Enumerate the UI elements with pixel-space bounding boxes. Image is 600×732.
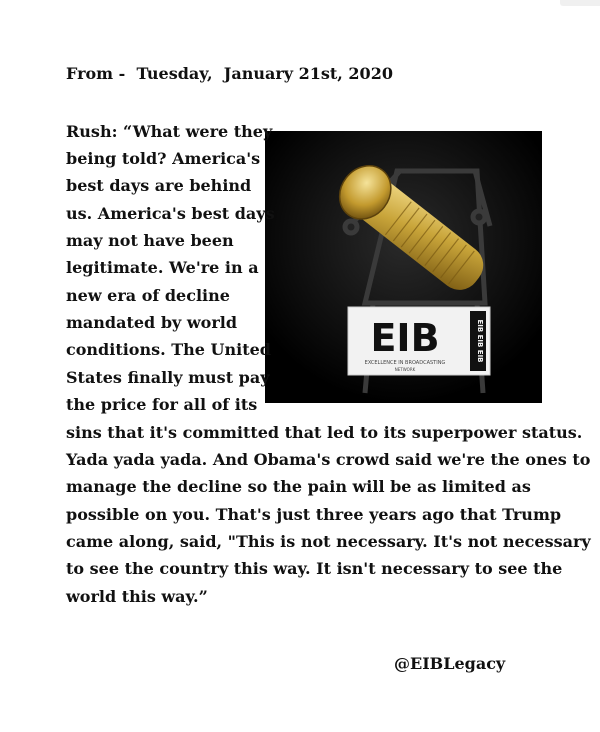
quote-line: Rush: “What were they [66,122,273,141]
quote-line: sins that it's committed that led to its superpower status. [66,423,583,442]
quote-line: legitimate. We're in a [66,258,259,277]
quote-line: us. America's best days [66,204,275,223]
quote-line: new era of decline [66,286,230,305]
quote-line: mandated by world [66,313,238,332]
corner-tab [560,0,600,6]
quote-line: possible on you. That's just three years ago that Trump [66,505,562,524]
quote-line: being told? America's [66,149,261,168]
quote-line: Yada yada yada. And Obama's crowd said we're the ones to [66,450,591,469]
quote-line: may not have been [66,231,234,250]
quote-line: manage the decline so the pain will be as limited as [66,477,531,496]
eib-logo-text: EIB [370,316,440,360]
date-line: From - Tuesday, January 21st, 2020 [66,64,393,83]
quote-line: the price for all of its [66,395,258,414]
quote-line: world this way.” [66,587,208,606]
eib-caption-network: NETWORK [394,367,416,372]
eib-side-text: EIB EIB EIB [476,319,484,363]
quote-line: came along, said, "This is not necessary. It's not necessary [66,532,591,551]
eib-microphone-photo [265,131,542,403]
eib-legacy-handle: @EIBLegacy [394,654,506,673]
eib-caption: EXCELLENCE IN BROADCASTING [364,360,446,366]
quote-line: to see the country this way. It isn't necessary to see the [66,559,563,578]
quote-line: best days are behind [66,176,252,195]
quote-line: conditions. The United [66,340,271,359]
quote-line: States finally must pay [66,368,270,387]
eib-logo-plate [348,307,490,375]
